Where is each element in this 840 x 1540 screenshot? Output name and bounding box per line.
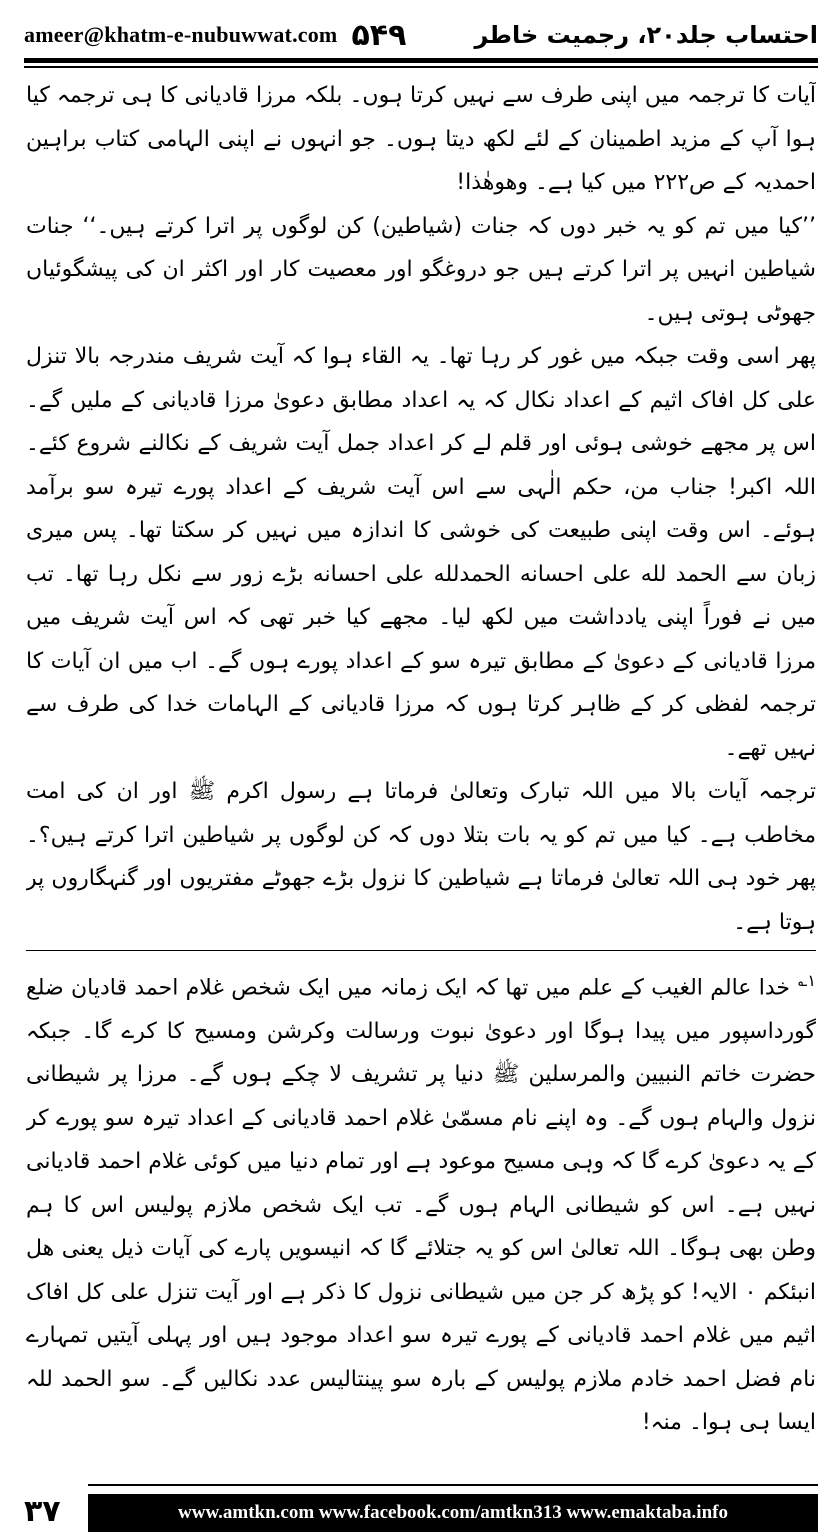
footer-page-number: ۳۷ xyxy=(24,1494,61,1529)
header-rule-thin xyxy=(24,66,818,68)
body-paragraph-1: آیات کا ترجمہ میں اپنی طرف سے نہیں کرتا ہوں۔ بلکہ مرزا قادیانی کا ہی ترجمہ کیا ہوا آپ کے مزید اطمینان کے لئے لکھ دیتا ہوں۔ جو انہوں نے اپنی الہامی کتاب براہین احمدیہ کے ص۲۲۲ میں کیا ہے۔ وھوھٰذا! xyxy=(26,83,816,195)
body-paragraph-3: پھر اسی وقت جبکہ میں غور کر رہا تھا۔ یہ القاء ہوا کہ آیت شریف مندرجہ بالا تنزل علی کل افاک اثیم کے اعداد نکال کہ یہ اعداد مطابق دعویٰ مرزا قادیانی کے ملیں گے۔ اس پر مجھے خوشی ہوئی اور قلم لے کر اعداد جمل آیت شریف کے نکالنے شروع کئے۔ اللہ اکبر! جناب من، حکم الٰہی سے اس آیت شریف کے اعداد پورے تیرہ سو برآمد ہوئے۔ اس وقت اپنی طبیعت کی خوشی کا اندازہ میں نہیں کر سکتا تھا۔ پس میری زبان سے الحمد لله علی احسانه الحمدلله علی احسانه بڑے زور سے نکل رہا تھا۔ تب میں نے فوراً اپنی یادداشت میں لکھ لیا۔ مجھے کیا خبر تھی کہ اس آیت شریف میں مرزا قادیانی کے دعویٰ کے مطابق تیرہ سو کے اعداد پورے ہوں گے۔ اب میں ان آیات کا ترجمہ لفظی کر کے ظاہر کرتا ہوں کہ مرزا قادیانی کے الہامات خدا کی طرف سے نہیں تھے۔ xyxy=(26,344,816,761)
page-body xyxy=(26,74,816,1472)
footer-links-bar xyxy=(88,1494,818,1532)
body-paragraph-4: ترجمہ آیات بالا میں اللہ تبارک وتعالیٰ فرماتا ہے رسول اکرم ﷺ اور ان کی امت مخاطب ہے۔ کیا میں تم کو یہ بات بتلا دوں کہ کن لوگوں پر شیاطین اترا کرتے ہیں؟۔ پھر خود ہی اللہ تعالیٰ فرماتا ہے شیاطین کا نزول بڑے جھوٹے مفتریوں اور گنہگاروں پر ہوتا ہے۔ xyxy=(26,779,816,935)
body-paragraph-2: ’’کیا میں تم کو یہ خبر دوں کہ جنات (شیاطین) کن لوگوں پر اترا کرتے ہیں۔‘‘ جنات شیاطین انہیں پر اترا کرتے ہیں جو دروغگو اور معصیت کار اور اکثر ان کی پیشگوئیاں جھوٹی ہوتی ہیں۔ xyxy=(26,213,816,326)
header-page-number: ۵۴۹ xyxy=(351,17,407,53)
footnote-divider xyxy=(26,950,816,951)
header-left-group xyxy=(24,18,406,53)
footnote-marker: ۱؎ xyxy=(798,971,816,990)
page-header xyxy=(24,14,818,56)
footer-rule xyxy=(88,1484,818,1486)
footer-links: www.amtkn.com www.facebook.com/amtkn313 www.emaktaba.info xyxy=(178,1502,728,1523)
header-email: ameer@khatm-e-nubuwwat.com xyxy=(24,22,338,47)
header-rule-thick xyxy=(24,58,818,63)
page-footer xyxy=(24,1488,818,1532)
header-title: احتساب جلد۲۰، رجمیت خاطر xyxy=(474,21,818,49)
footnote-text: خدا عالم الغیب کے علم میں تھا کہ ایک زمانہ میں ایک شخص غلام احمد قادیان ضلع گورداسپور میں پیدا ہوگا اور دعویٰ نبوت ورسالت وکرشن ومسیح کا کرے گا۔ جبکہ حضرت خاتم النبیین والمرسلین ﷺ دنیا پر تشریف لا چکے ہوں گے۔ مرزا پر شیطانی نزول والہام ہوں گے۔ وہ اپنے نام مسمّیٰ غلام احمد قادیانی کے اعداد تیرہ سو پورے کر کے یہ دعویٰ کرے گا کہ وہی مسیح موعود ہے اور تمام دنیا میں کوئی غلام احمد قادیانی نہیں ہے۔ اس کو شیطانی الہام ہوں گے۔ تب ایک شخص ملازم پولیس اس کا ہم وطن بھی ہوگا۔ اللہ تعالیٰ اس کو یہ جتلائے گا کہ انیسویں پارے کی آیات ذیل یعنی ھل انبئکم ۰ الایہ! کو پڑھ کر جن میں شیطانی نزول کا ذکر ہے اور آیت تنزل علی کل افاک اثیم میں غلام احمد قادیانی کے پورے تیرہ سو اعداد موجود ہیں اور پہلی آیتیں تمہارے نام فضل احمد خادم ملازم پولیس کے بارہ سو پینتالیس عدد نکالیں گے۔ سو الحمد للہ ایسا ہی ہوا۔ منہ! xyxy=(26,975,816,1436)
footnote xyxy=(26,959,816,1445)
